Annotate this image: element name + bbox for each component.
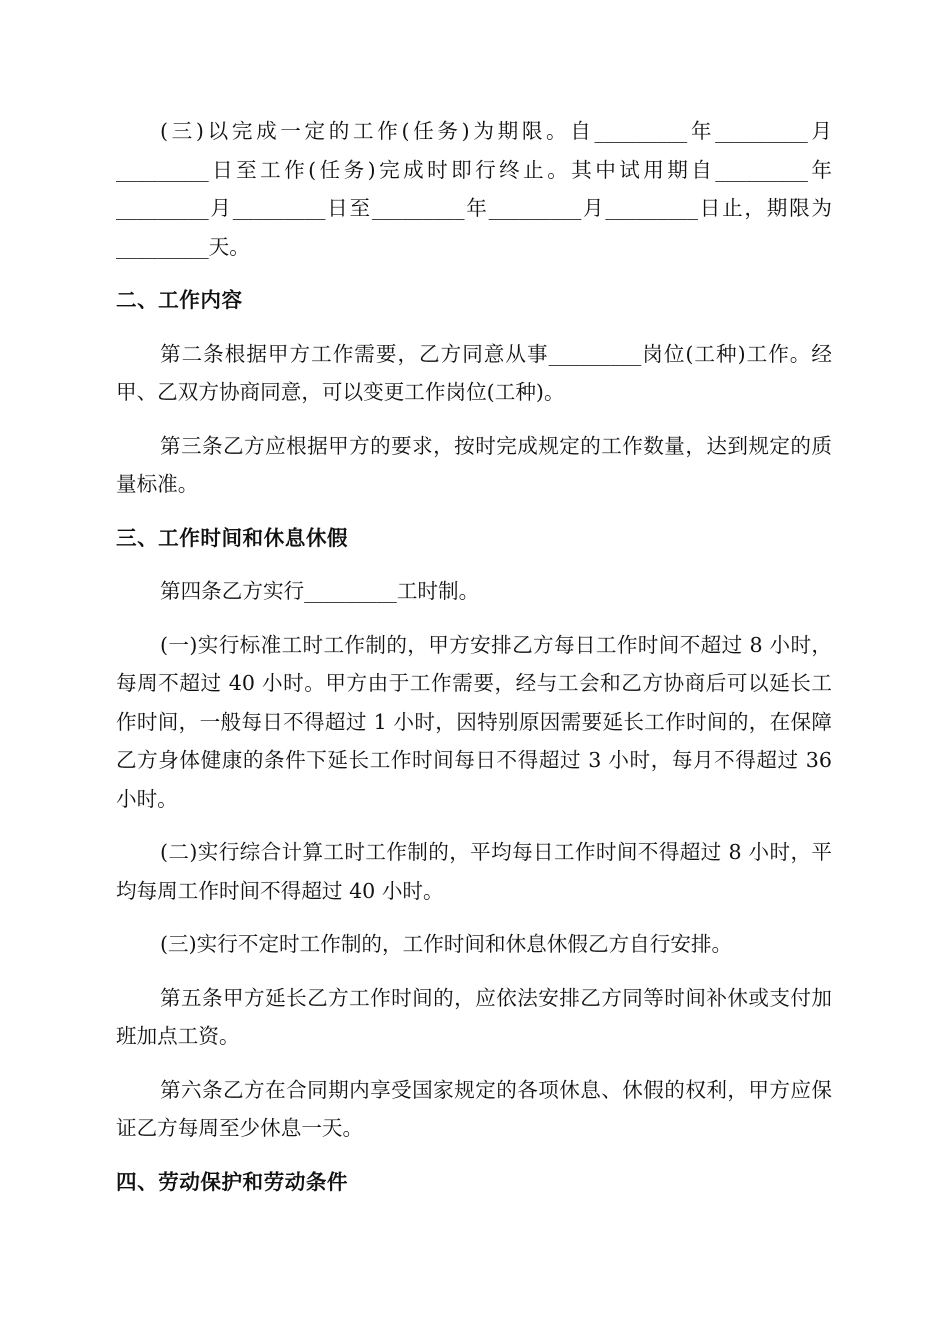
paragraph-article-2: 第二条根据甲方工作需要，乙方同意从事_________岗位(工种)工作。经甲、乙双方协商同意，可以变更工作岗位(工种)。 — [116, 341, 832, 404]
section-heading-labor-protection: 四、劳动保护和劳动条件 — [116, 1169, 349, 1194]
section-heading-working-hours: 三、工作时间和休息休假 — [116, 525, 349, 550]
paragraph-article-5: 第五条甲方延长乙方工作时间的，应依法安排乙方同等时间补休或支付加班加点工资。 — [116, 985, 832, 1048]
section-heading-work-content: 二、工作内容 — [116, 288, 243, 312]
paragraph-article-3: 第三条乙方应根据甲方的要求，按时完成规定的工作数量，达到规定的质量标准。 — [116, 433, 832, 496]
paragraph-term-task-based: (三)以完成一定的工作(任务)为期限。自_________年_________月_________日至工作(任务)完成时即行终止。其中试用期自_________年_________月_________日至_________年_________月_________日止，期限为_________天。 — [116, 119, 832, 259]
document-body — [116, 112, 832, 1216]
paragraph-article-4: 第四条乙方实行_________工时制。 — [160, 579, 480, 603]
paragraph-flexible-hours: (三)实行不定时工作制的，工作时间和休息休假乙方自行安排。 — [160, 932, 733, 956]
paragraph-standard-hours: (一)实行标准工时工作制的，甲方安排乙方每日工作时间不超过 8 小时，每周不超过 40 小时。甲方由于工作需要，经与工会和乙方协商后可以延长工作时间，一般每日不得超过 1 小时，因特别原因需要延长工作时间的，在保障乙方身体健康的条件下延长工作时间每日不得超过 3 小时，每月不得超过 36 小时。 — [116, 632, 832, 811]
paragraph-comprehensive-hours: (二)实行综合计算工时工作制的，平均每日工作时间不得超过 8 小时，平均每周工作时间不得超过 40 小时。 — [116, 840, 832, 903]
paragraph-article-6: 第六条乙方在合同期内享受国家规定的各项休息、休假的权利，甲方应保证乙方每周至少休息一天。 — [116, 1077, 832, 1140]
